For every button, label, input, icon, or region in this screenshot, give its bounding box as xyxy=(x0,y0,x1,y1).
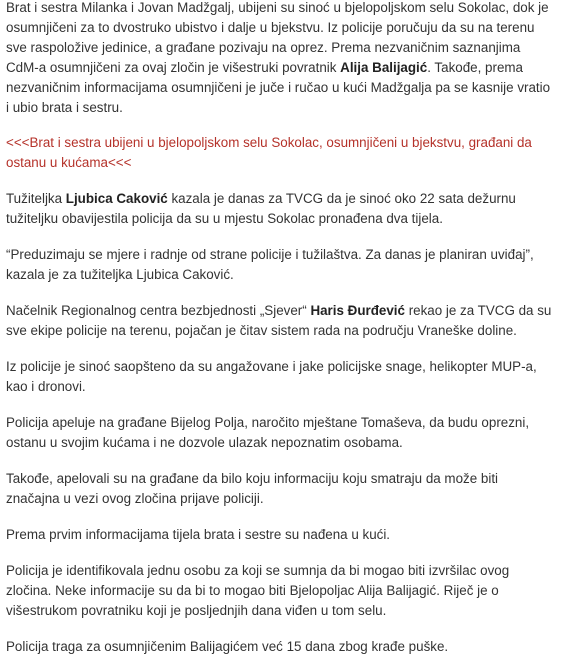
paragraph-search: Policija traga za osumnjičenim Balijagićem već 15 dana zbog krađe puške. xyxy=(6,639,449,654)
paragraph-identified: Policija je identifikovala jednu osobu za koji se sumnja da bi mogao biti izvršilac ovog zločina. Neke informacije su da bi to mogao biti Bjelopoljac Alija Balijagić. Riječ je o višestrukom povratniku koji je posljednjih dana viđen u tom selu. xyxy=(6,563,510,618)
chief-text-cont: rekao je za TVCG da su sve ekipe policije na terenu, pojačan je čitav sistem rada na području Vraneške doline. xyxy=(6,303,552,338)
suspect-name: Alija Balijagić xyxy=(340,60,428,75)
prosecutor-name: Ljubica Caković xyxy=(65,191,168,206)
paragraph-prosecutor xyxy=(6,189,554,229)
chief-name: Haris Đurđević xyxy=(310,303,405,318)
prosecutor-text-cont: kazala je danas za TVCG da je sinoć oko 22 sata dežurnu tužiteljku obavijestila policija da su u mjestu Sokolac pronađena dva tijela. xyxy=(6,191,516,226)
paragraph-appeal: Policija apeluje na građane Bijelog Polja, naročito mještane Tomaševa, da budu oprezni, ostanu u svojim kućama i ne dozvole ulazak nepoznatim osobama. xyxy=(6,415,530,450)
paragraph-police-forces: Iz policije je sinoć saopšteno da su angažovane i jake policijske snage, helikopter MUP-a, kao i dronovi. xyxy=(6,359,537,394)
paragraph-appeal-info: Takođe, apelovali su na građane da bilo koju informaciju koju smatraju da može biti značajna u vezi ovog zločina prijave policiji. xyxy=(6,471,499,506)
related-article-link[interactable]: <<<Brat i sestra ubijeni u bjelopoljskom selu Sokolac, osumnjičeni u bjekstvu, građani da ostanu u kućama<<< xyxy=(6,135,532,170)
intro-text-cont: . Takođe, prema nezvaničnim informacijama osumnjičeni je juče i ručao u kući Madžgalja pa se kasnije vratio i ubio brata i sestru. xyxy=(6,60,551,115)
paragraph-intro xyxy=(6,0,554,118)
paragraph-quote: “Preduzimaju se mjere i radnje od strane policije i tužilaštva. Za danas je planiran uviđaj”, kazala je za tužiteljka Ljubica Caković. xyxy=(6,247,534,282)
prosecutor-text: Tužiteljka xyxy=(6,191,66,206)
paragraph-bodies-found: Prema prvim informacijama tijela brata i sestre su nađena u kući. xyxy=(6,527,391,542)
paragraph-police-chief xyxy=(6,301,554,341)
chief-text: Načelnik Regionalnog centra bezbjednosti „Sjever“ xyxy=(6,303,311,318)
intro-text: Brat i sestra Milanka i Jovan Madžgalj, ubijeni su sinoć u bjelopoljskom selu Sokolac, dok je osumnjičeni za to dvostruko ubistvo i dalje u bjekstvu. Iz policije poručuju da su na terenu sve raspoložive jedinice, a građane pozivaju na oprez. Prema nezvaničnim saznanjima CdM-a osumnjičeni za ovaj zločin je višestruki povratnik xyxy=(6,0,549,75)
